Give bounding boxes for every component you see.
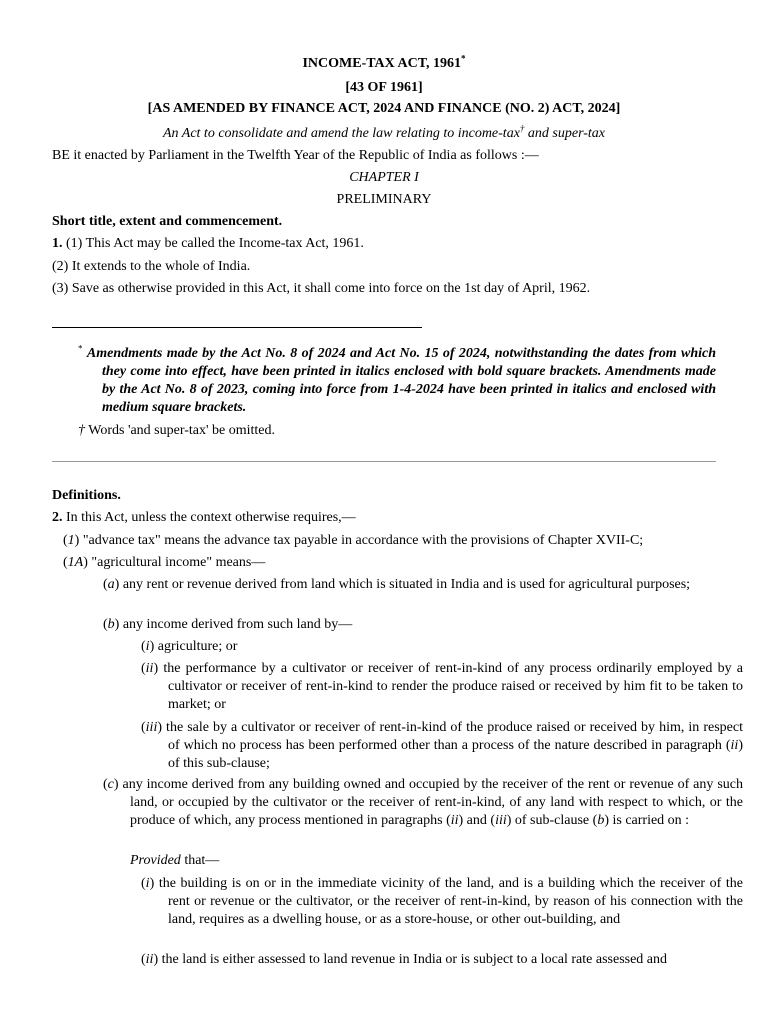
chapter-name: PRELIMINARY xyxy=(336,192,432,207)
long-title: An Act to consolidate and amend the law relating to income-tax† and super-tax xyxy=(162,123,606,141)
sub-clause-c: (c) any income derived from any building owned and occupied by the receiver of the rent or revenue of any such land, or occupied by the cultivator or the receiver of rent-in-kind, of any land with respect to which, or the produce of which, any process mentioned in paragraphs (ii) and (iii) of sub-clause (b) is carried on : xyxy=(103,777,743,828)
footnote-divider xyxy=(52,327,422,328)
title-footnote-mark: * xyxy=(461,53,466,64)
paragraph-b-ii: (ii) the performance by a cultivator or receiver of rent-in-kind of any process ordinarily employed by a cultivator or receiver of rent-in-kind to render the produce raised or received by him fit to be taken to market; or xyxy=(141,661,743,712)
enacting-formula: BE it enacted by Parliament in the Twelfth Year of the Republic of India as follows :— xyxy=(52,148,539,163)
proviso-i: (i) the building is on or in the immediate vicinity of the land, and is a building which the receiver of the rent or revenue or the cultivator, or the receiver of rent-in-kind, by reason of his connection with the land, requires as a dwelling house, or as a store-house, or other out-building, and xyxy=(141,876,743,927)
section-2-intro: 2. In this Act, unless the context otherwise requires,— xyxy=(52,510,356,525)
sub-clause-b: (b) any income derived from such land by— xyxy=(103,617,353,632)
proviso-ii: (ii) the land is either assessed to land revenue in India or is subject to a local rate assessed and xyxy=(141,952,668,967)
footnote-dagger: † Words 'and super-tax' be omitted. xyxy=(78,423,276,438)
page-divider xyxy=(52,461,716,462)
clause-1: (1) "advance tax" means the advance tax payable in accordance with the provisions of Chapter XVII-C; xyxy=(63,533,644,548)
dagger-mark: † xyxy=(519,123,525,134)
act-number: [43 OF 1961] xyxy=(345,80,423,95)
paragraph-b-i: (i) agriculture; or xyxy=(141,639,238,654)
chapter-number: CHAPTER I xyxy=(349,170,419,185)
section-1-sub-2: (2) It extends to the whole of India. xyxy=(52,259,251,274)
act-title: INCOME-TAX ACT, 1961* xyxy=(302,53,466,71)
section-1-sub-3: (3) Save as otherwise provided in this Act, it shall come into force on the 1st day of April, 1962. xyxy=(52,281,591,296)
proviso: Provided that— xyxy=(130,853,220,868)
clause-1a: (1A) "agricultural income" means— xyxy=(63,555,266,570)
section-1-heading: Short title, extent and commencement. xyxy=(52,214,283,229)
section-1-sub-1: 1. (1) This Act may be called the Income-tax Act, 1961. xyxy=(52,236,364,251)
sub-clause-a: (a) any rent or revenue derived from land which is situated in India and is used for agricultural purposes; xyxy=(103,577,691,592)
paragraph-b-iii: (iii) the sale by a cultivator or receiver of rent-in-kind of the produce raised or received by him, in respect of which no process has been performed other than a process of the nature described in paragraph (ii) of this sub-clause; xyxy=(141,720,743,771)
amendment-note: [AS AMENDED BY FINANCE ACT, 2024 AND FINANCE (NO. 2) ACT, 2024] xyxy=(147,101,621,116)
footnote-star: * Amendments made by the Act No. 8 of 2024 and Act No. 15 of 2024, notwithstanding the dates from which they come into effect, have been printed in italics enclosed with bold square brackets. Amendments made by the Act No. 8 of 2023, coming into force from 1-4-2024 have been printed in italics and enclosed with medium square brackets. xyxy=(78,343,717,415)
section-2-heading: Definitions. xyxy=(52,488,121,503)
